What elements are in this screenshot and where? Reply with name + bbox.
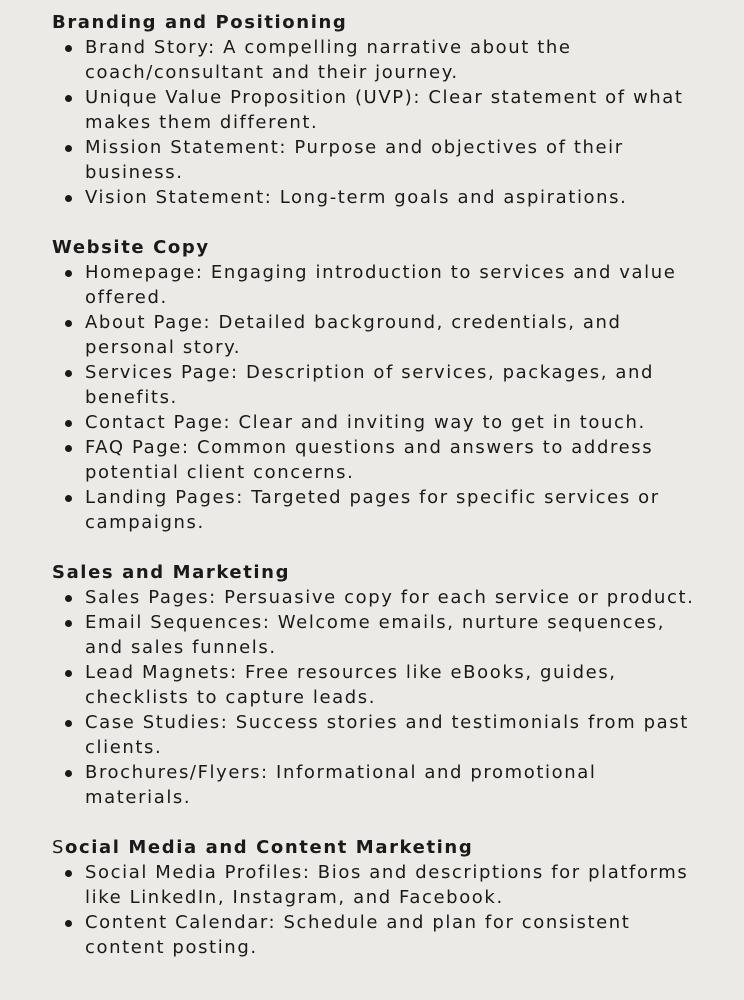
bullet-icon: [65, 45, 72, 52]
bullet-icon: [65, 145, 72, 152]
bullet-icon: [65, 620, 72, 627]
bullet-icon: [65, 670, 72, 677]
list-item: Sales Pages: Persuasive copy for each service or product.: [85, 585, 704, 610]
heading-first-letter: S: [52, 837, 66, 858]
bullet-list: [52, 860, 704, 960]
bullet-list: [52, 260, 704, 535]
bullet-icon: [65, 320, 72, 327]
list-item: Homepage: Engaging introduction to services and value offered.: [85, 260, 704, 310]
bullet-icon: [65, 95, 72, 102]
list-item: Email Sequences: Welcome emails, nurture sequences, and sales funnels.: [85, 610, 704, 660]
list-item: Landing Pages: Targeted pages for specific services or campaigns.: [85, 485, 704, 535]
bullet-icon: [65, 270, 72, 277]
list-item: Unique Value Proposition (UVP): Clear statement of what makes them different.: [85, 85, 704, 135]
section-social-media-and-content-marketing: [52, 835, 704, 960]
section-heading: Branding and Positioning: [52, 12, 348, 33]
list-item: Content Calendar: Schedule and plan for consistent content posting.: [85, 910, 704, 960]
bullet-list: [52, 585, 704, 810]
list-item: FAQ Page: Common questions and answers to address potential client concerns.: [85, 435, 704, 485]
bullet-icon: [65, 445, 72, 452]
list-item: Social Media Profiles: Bios and descriptions for platforms like LinkedIn, Instagram, and Facebook.: [85, 860, 704, 910]
list-item: Brochures/Flyers: Informational and promotional materials.: [85, 760, 704, 810]
bullet-icon: [65, 720, 72, 727]
bullet-icon: [65, 595, 72, 602]
list-item: Vision Statement: Long-term goals and aspirations.: [85, 185, 704, 210]
list-item: Services Page: Description of services, packages, and benefits.: [85, 360, 704, 410]
bullet-icon: [65, 195, 72, 202]
bullet-list: [52, 35, 704, 210]
list-item: Mission Statement: Purpose and objectives of their business.: [85, 135, 704, 185]
section-heading: Website Copy: [52, 237, 210, 258]
list-item: Lead Magnets: Free resources like eBooks, guides, checklists to capture leads.: [85, 660, 704, 710]
list-item: Contact Page: Clear and inviting way to get in touch.: [85, 410, 704, 435]
section-heading: [52, 835, 704, 860]
section-branding-and-positioning: [52, 10, 704, 210]
bullet-icon: [65, 920, 72, 927]
bullet-icon: [65, 420, 72, 427]
bullet-icon: [65, 870, 72, 877]
bullet-icon: [65, 770, 72, 777]
section-sales-and-marketing: [52, 560, 704, 810]
list-item: Brand Story: A compelling narrative about the coach/consultant and their journey.: [85, 35, 704, 85]
bullet-icon: [65, 495, 72, 502]
section-website-copy: [52, 235, 704, 535]
heading-rest: ocial Media and Content Marketing: [65, 837, 474, 858]
bullet-icon: [65, 370, 72, 377]
list-item: About Page: Detailed background, credentials, and personal story.: [85, 310, 704, 360]
list-item: Case Studies: Success stories and testimonials from past clients.: [85, 710, 704, 760]
section-heading: Sales and Marketing: [52, 562, 291, 583]
